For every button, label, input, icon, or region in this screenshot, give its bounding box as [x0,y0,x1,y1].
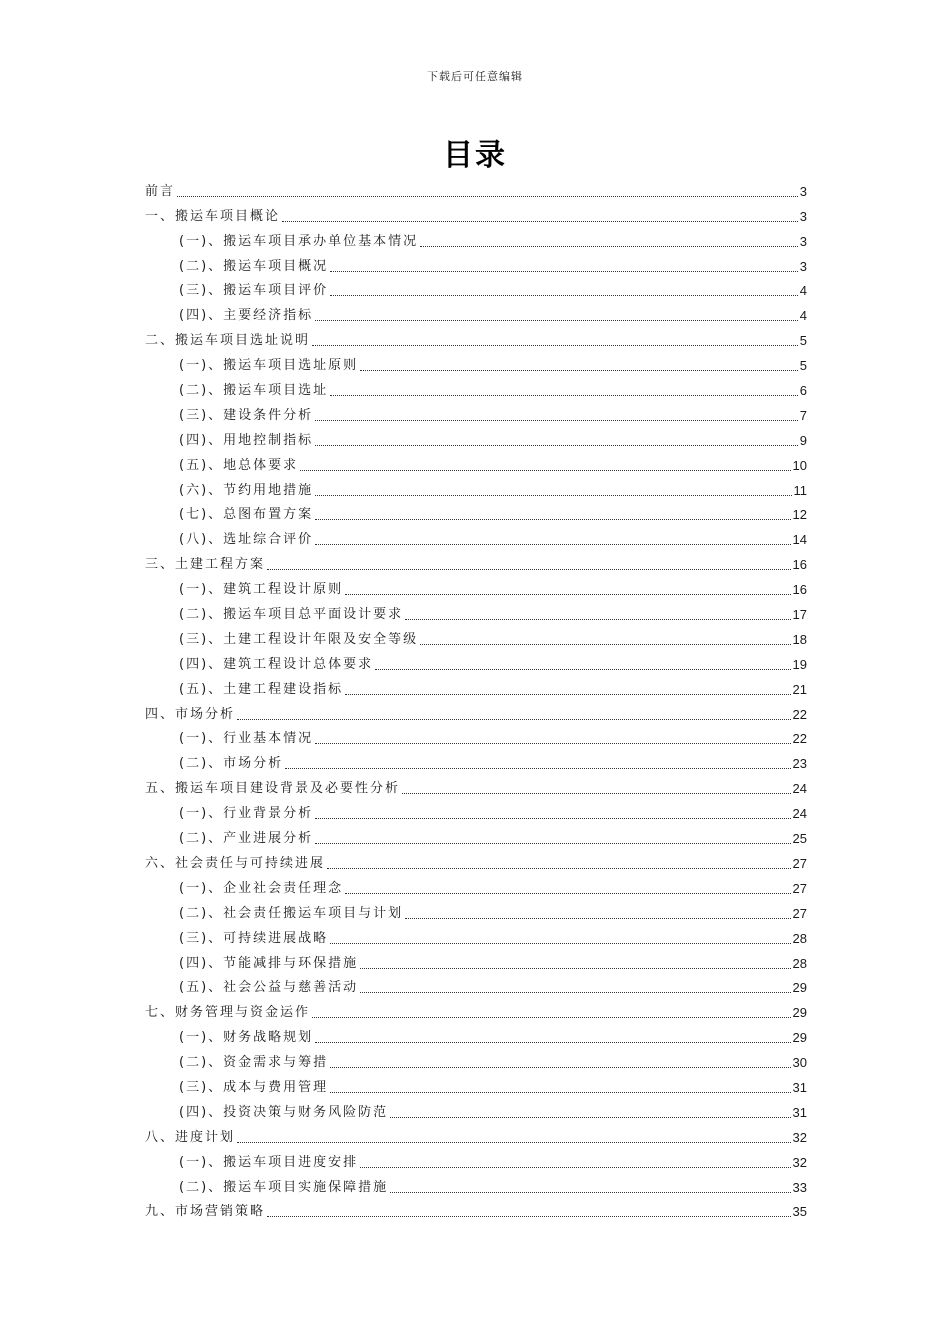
toc-dot-leader [390,1192,790,1193]
toc-page-number: 9 [799,432,807,448]
toc-entry-text: 九、市场营销策略 [145,1204,266,1220]
toc-page-number: 30 [792,1055,807,1071]
toc-page-number: 4 [799,283,807,299]
toc-entry-text: 二、搬运车项目选址说明 [145,333,311,349]
toc-entry-text: (一)、行业基本情况 [179,731,314,747]
toc-page-number: 3 [799,258,807,274]
toc-page-number: 3 [799,233,807,249]
toc-section-entry[interactable] [145,425,807,450]
toc-entry-text: (八)、选址综合评价 [179,532,314,548]
toc-entry-text: (二)、搬运车项目实施保障措施 [179,1179,389,1195]
toc-title: 目录 [443,138,507,173]
toc-chapter-entry[interactable] [145,176,807,201]
toc-dot-leader [330,1092,790,1093]
toc-page-number: 28 [792,955,807,971]
toc-section-entry[interactable] [145,350,807,375]
toc-entry-text: (二)、搬运车项目概况 [179,258,329,274]
toc-entry-text: (二)、资金需求与筹措 [179,1055,329,1071]
toc-page-number: 16 [792,557,807,573]
toc-entry-text: (三)、建设条件分析 [179,407,314,423]
toc-page-number: 4 [799,308,807,324]
toc-entry-text: (一)、建筑工程设计原则 [179,582,344,598]
toc-dot-leader [315,445,798,446]
toc-page-number: 19 [792,656,807,672]
toc-dot-leader [315,544,790,545]
toc-page-number: 10 [792,457,807,473]
toc-entry-text: 六、社会责任与可持续进展 [145,855,326,871]
toc-chapter-entry[interactable] [145,201,807,226]
toc-section-entry[interactable] [145,973,807,998]
toc-entry-text: (四)、建筑工程设计总体要求 [179,656,374,672]
toc-entry-text: (一)、行业背景分析 [179,806,314,822]
toc-dot-leader [312,1017,791,1018]
toc-entry-text: 一、搬运车项目概论 [145,208,281,224]
toc-list [145,176,807,1221]
toc-page-number: 22 [792,706,807,722]
toc-chapter-entry[interactable] [145,997,807,1022]
toc-section-entry[interactable] [145,873,807,898]
toc-section-entry[interactable] [145,674,807,699]
toc-page-number: 3 [799,208,807,224]
toc-entry-text: (二)、搬运车项目总平面设计要求 [179,607,404,623]
toc-dot-leader [375,669,790,670]
toc-entry-text: (一)、搬运车项目进度安排 [179,1154,359,1170]
toc-page-number: 31 [792,1079,807,1095]
toc-page-number: 32 [792,1129,807,1145]
toc-page-number: 35 [792,1204,807,1220]
toc-dot-leader [405,619,790,620]
toc-entry-text: 三、土建工程方案 [145,557,266,573]
toc-dot-leader [315,1042,790,1043]
toc-page-number: 21 [792,681,807,697]
toc-section-entry[interactable] [145,300,807,325]
toc-entry-text: (三)、成本与费用管理 [179,1079,329,1095]
toc-section-entry[interactable] [145,226,807,251]
toc-page-number: 23 [792,756,807,772]
toc-dot-leader [345,893,790,894]
toc-entry-text: (三)、可持续进展战略 [179,930,329,946]
toc-section-entry[interactable] [145,500,807,525]
toc-page-number: 14 [792,532,807,548]
toc-page-number: 5 [799,358,807,374]
toc-entry-text: 四、市场分析 [145,706,236,722]
toc-dot-leader [345,694,790,695]
toc-section-entry[interactable] [145,624,807,649]
toc-entry-text: (一)、企业社会责任理念 [179,880,344,896]
toc-entry-text: (四)、用地控制指标 [179,432,314,448]
toc-dot-leader [282,221,798,222]
toc-page-number: 11 [793,482,807,498]
toc-entry-text: (六)、节约用地措施 [179,482,314,498]
toc-entry-text: (一)、搬运车项目选址原则 [179,358,359,374]
toc-dot-leader [315,420,798,421]
toc-section-entry[interactable] [145,599,807,624]
toc-chapter-entry[interactable] [145,773,807,798]
toc-entry-text: (五)、地总体要求 [179,457,299,473]
toc-dot-leader [360,1167,790,1168]
toc-dot-leader [360,370,798,371]
toc-dot-leader [177,196,798,197]
toc-page-number: 22 [792,731,807,747]
toc-page-number: 7 [799,407,807,423]
toc-dot-leader [315,818,790,819]
toc-section-entry[interactable] [145,898,807,923]
toc-dot-leader [315,743,790,744]
toc-section-entry[interactable] [145,948,807,973]
toc-section-entry[interactable] [145,375,807,400]
toc-page-number: 5 [799,333,807,349]
toc-section-entry[interactable] [145,524,807,549]
toc-entry-text: (三)、搬运车项目评价 [179,283,329,299]
toc-dot-leader [315,320,798,321]
toc-dot-leader [300,470,790,471]
toc-page-number: 31 [792,1104,807,1120]
toc-section-entry[interactable] [145,276,807,301]
toc-entry-text: (四)、主要经济指标 [179,308,314,324]
toc-section-entry[interactable] [145,574,807,599]
toc-page-number: 17 [792,607,807,623]
toc-dot-leader [330,943,790,944]
toc-section-entry[interactable] [145,649,807,674]
toc-dot-leader [267,569,791,570]
header-note: 下载后可任意编辑 [427,70,523,83]
toc-page-number: 27 [792,905,807,921]
toc-entry-text: (二)、社会责任搬运车项目与计划 [179,905,404,921]
toc-entry-text: (二)、市场分析 [179,756,284,772]
toc-dot-leader [420,644,790,645]
toc-dot-leader [330,395,798,396]
toc-chapter-entry[interactable] [145,1197,807,1222]
toc-page-number: 29 [792,980,807,996]
toc-dot-leader [315,495,791,496]
toc-entry-text: 八、进度计划 [145,1129,236,1145]
toc-page-number: 18 [792,631,807,647]
toc-entry-text: (四)、节能减排与环保措施 [179,955,359,971]
toc-dot-leader [315,519,790,520]
toc-page-number: 6 [799,383,807,399]
toc-entry-text: (二)、产业进展分析 [179,831,314,847]
toc-entry-text: (一)、搬运车项目承办单位基本情况 [179,233,419,249]
toc-dot-leader [360,968,790,969]
toc-dot-leader [390,1117,790,1118]
toc-page-number: 32 [792,1154,807,1170]
toc-page-number: 12 [792,507,807,523]
toc-entry-text: (四)、投资决策与财务风险防范 [179,1104,389,1120]
toc-entry-text: (二)、搬运车项目选址 [179,383,329,399]
toc-section-entry[interactable] [145,400,807,425]
toc-dot-leader [312,345,798,346]
toc-section-entry[interactable] [145,1172,807,1197]
toc-entry-text: 前言 [145,183,176,199]
toc-chapter-entry[interactable] [145,1122,807,1147]
toc-section-entry[interactable] [145,798,807,823]
toc-entry-text: (五)、社会公益与慈善活动 [179,980,359,996]
toc-page-number: 24 [792,806,807,822]
toc-entry-text: (五)、土建工程建设指标 [179,681,344,697]
toc-page-number: 28 [792,930,807,946]
toc-section-entry[interactable] [145,748,807,773]
toc-chapter-entry[interactable] [145,325,807,350]
toc-dot-leader [237,719,791,720]
toc-section-entry[interactable] [145,251,807,276]
toc-section-entry[interactable] [145,923,807,948]
toc-dot-leader [330,271,798,272]
toc-section-entry[interactable] [145,1097,807,1122]
toc-section-entry[interactable] [145,724,807,749]
toc-dot-leader [330,295,798,296]
toc-section-entry[interactable] [145,1047,807,1072]
toc-dot-leader [360,992,790,993]
toc-dot-leader [285,768,790,769]
toc-page-number: 27 [792,855,807,871]
toc-chapter-entry[interactable] [145,549,807,574]
toc-entry-text: (七)、总图布置方案 [179,507,314,523]
toc-page-number: 25 [792,831,807,847]
toc-dot-leader [267,1216,791,1217]
toc-dot-leader [420,246,798,247]
toc-section-entry[interactable] [145,475,807,500]
toc-section-entry[interactable] [145,1147,807,1172]
toc-section-entry[interactable] [145,1072,807,1097]
toc-page-number: 16 [792,582,807,598]
toc-dot-leader [402,793,791,794]
toc-entry-text: (一)、财务战略规划 [179,1030,314,1046]
toc-dot-leader [330,1067,790,1068]
toc-page-number: 29 [792,1005,807,1021]
toc-dot-leader [237,1142,791,1143]
toc-entry-text: (三)、土建工程设计年限及安全等级 [179,631,419,647]
toc-page-number: 33 [792,1179,807,1195]
toc-section-entry[interactable] [145,823,807,848]
toc-section-entry[interactable] [145,1022,807,1047]
toc-dot-leader [315,843,790,844]
toc-page-number: 29 [792,1030,807,1046]
toc-chapter-entry[interactable] [145,848,807,873]
toc-dot-leader [327,868,791,869]
toc-entry-text: 五、搬运车项目建设背景及必要性分析 [145,781,401,797]
toc-page-number: 3 [799,183,807,199]
toc-section-entry[interactable] [145,450,807,475]
toc-dot-leader [405,918,790,919]
toc-page-number: 24 [792,781,807,797]
toc-chapter-entry[interactable] [145,699,807,724]
toc-dot-leader [345,594,790,595]
toc-entry-text: 七、财务管理与资金运作 [145,1005,311,1021]
toc-page-number: 27 [792,880,807,896]
